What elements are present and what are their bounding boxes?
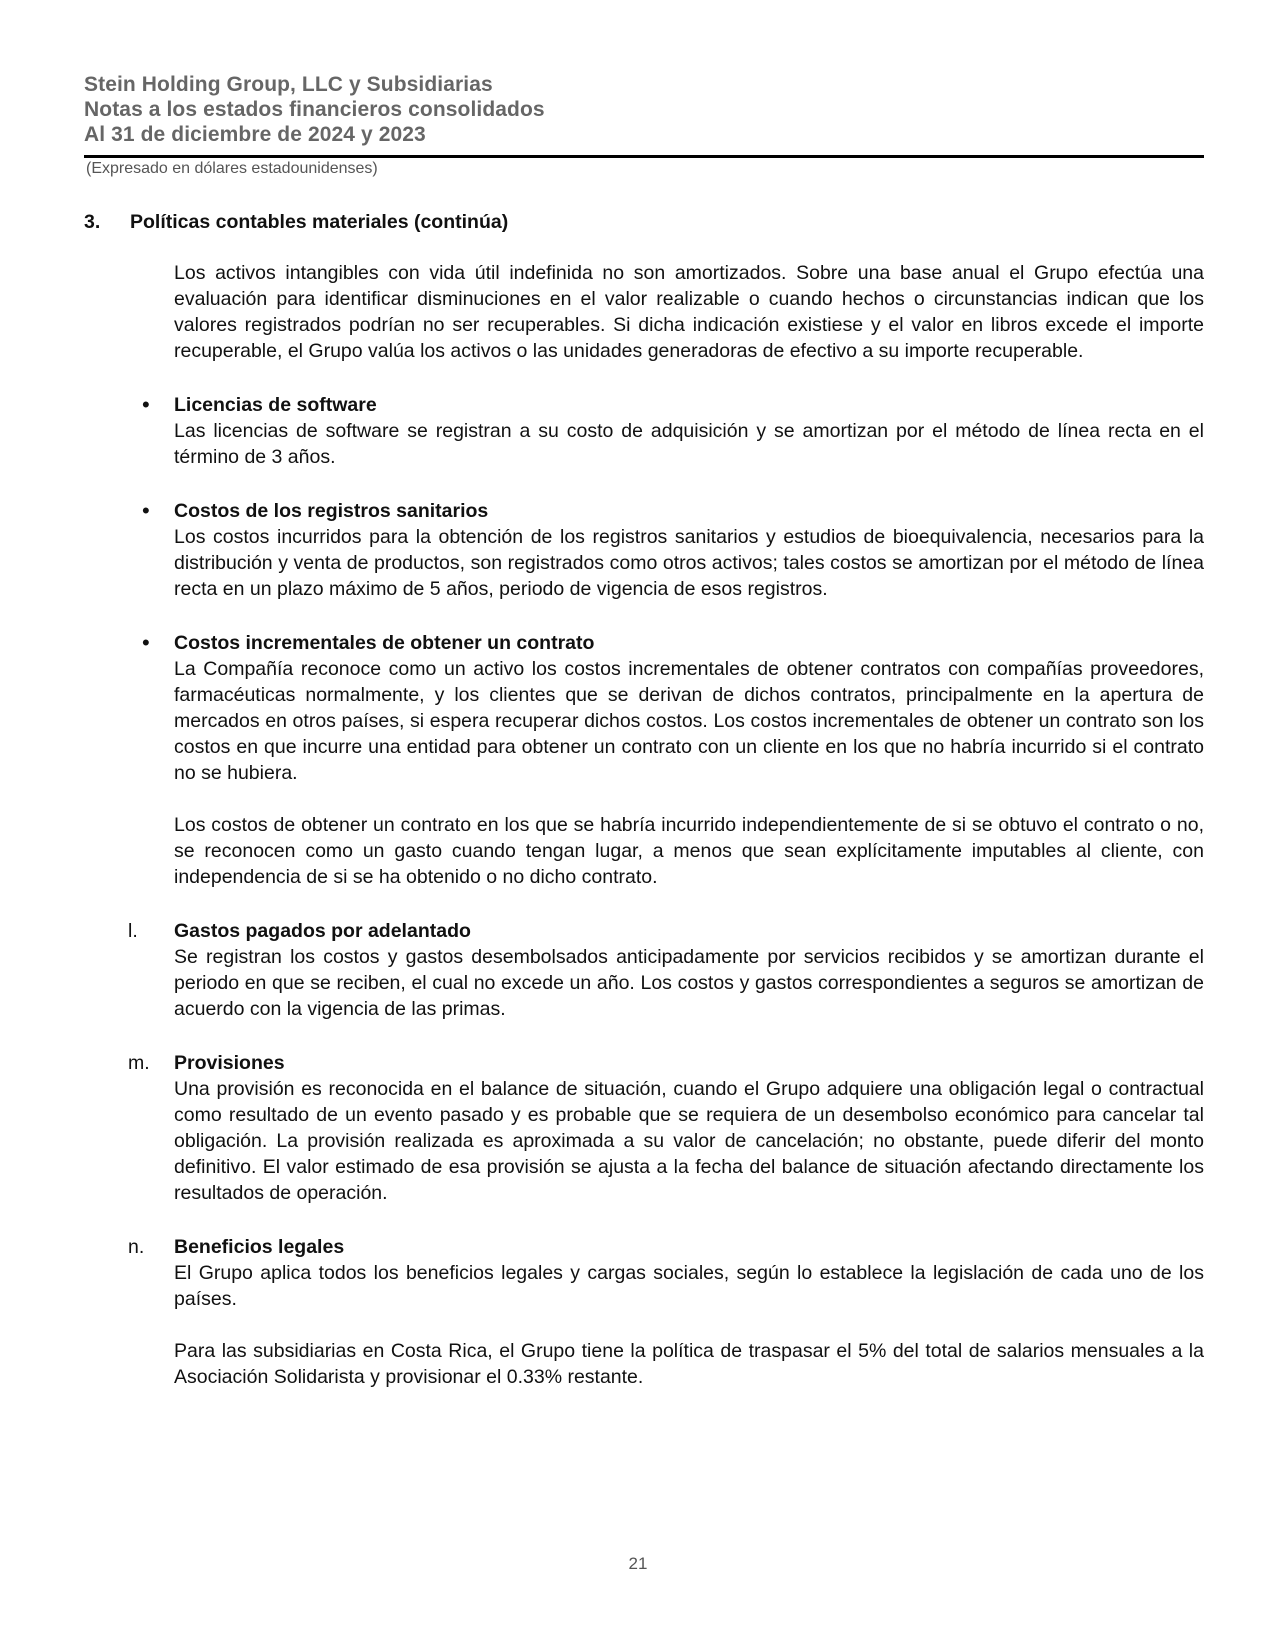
page-number: 21 [628,1554,648,1573]
item-provisions [128,1050,1204,1206]
section-heading [84,210,508,234]
item-letter: l. [128,920,138,942]
currency-note: (Expresado en dólares estadounidenses) [86,160,378,177]
bullet-paragraph: Las licencias de software se registran a su costo de adquisición y se amortizan por el método de línea recta en el término de 3 años. [174,420,1204,468]
bullet-paragraph: Los costos de obtener un contrato en los que se habría incurrido independientemente de si se obtuvo el contrato o no, se reconocen como un gasto cuando tengan lugar, a menos que sean explícitamente imputables al cliente, con independencia de si se ha obtenido o no dicho contrato. [174,814,1204,888]
document-title: Notas a los estados financieros consolidados [84,98,545,121]
company-name: Stein Holding Group, LLC y Subsidiarias [84,73,493,96]
bullet-title: Costos de los registros sanitarios [174,500,489,522]
bullet-icon: • [142,630,150,655]
item-title: Gastos pagados por adelantado [174,920,471,942]
item-paragraph: Una provisión es reconocida en el balance de situación, cuando el Grupo adquiere una obligación legal o contractual como resultado de un evento pasado y es probable que se requiera de un desembolso económico para cancelar tal obligación. La provisión realizada es aproximada a su valor de cancelación; no obstante, puede diferir del monto definitivo. El valor estimado de esa provisión se ajusta a la fecha del balance de situación afectando directamente los resultados de operación. [174,1078,1204,1204]
document-header [84,72,1204,147]
bullet-title: Licencias de software [174,394,377,416]
section-number: 3. [84,211,101,233]
reporting-period: Al 31 de diciembre de 2024 y 2023 [84,123,426,146]
bullet-icon: • [142,498,150,523]
bullet-contract-costs [142,630,1204,890]
intro-paragraph: Los activos intangibles con vida útil indefinida no son amortizados. Sobre una base anual el Grupo efectúa una evaluación para identificar disminuciones en el valor realizable o cuando hechos o circunstancias indican que los valores registrados podrían no ser recuperables. Si dicha indicación existiese y el valor en libros excede el importe recuperable, el Grupo valúa los activos o las unidades generadoras de efectivo a su importe recuperable. [174,262,1204,362]
item-paragraph: El Grupo aplica todos los beneficios legales y cargas sociales, según lo establece la legislación de cada uno de los países. [174,1262,1204,1310]
item-title: Beneficios legales [174,1236,345,1258]
bullet-paragraph: Los costos incurridos para la obtención de los registros sanitarios y estudios de bioequivalencia, necesarios para la distribución y venta de productos, son registrados como otros activos; tales costos se amortizan por el método de línea recta en un plazo máximo de 5 años, periodo de vigencia de esos registros. [174,526,1204,600]
item-title: Provisiones [174,1052,285,1074]
section-title: Políticas contables materiales (continúa) [130,211,509,233]
bullet-software-licenses [142,392,1204,470]
bullet-icon: • [142,392,150,417]
item-paragraph: Para las subsidiarias en Costa Rica, el Grupo tiene la política de traspasar el 5% del total de salarios mensuales a la Asociación Solidarista y provisionar el 0.33% restante. [174,1340,1204,1388]
bullet-title: Costos incrementales de obtener un contrato [174,632,595,654]
item-paragraph: Se registran los costos y gastos desembolsados anticipadamente por servicios recibidos y se amortizan durante el periodo en que se reciben, el cual no excede un año. Los costos y gastos correspondientes a seguros se amortizan de acuerdo con la vigencia de las primas. [174,946,1204,1020]
section-content [128,260,1204,1390]
item-legal-benefits [128,1234,1204,1390]
bullet-sanitary-registrations [142,498,1204,602]
header-rule [84,155,1204,158]
bullet-paragraph: La Compañía reconoce como un activo los costos incrementales de obtener contratos con compañías proveedores, farmacéuticas normalmente, y los clientes que se derivan de dichos contratos, principalmente en la apertura de mercados en otros países, si espera recuperar dichos costos. Los costos incrementales de obtener un contrato son los costos en que incurre una entidad para obtener un contrato con un cliente en los que no habría incurrido si el contrato no se hubiera. [174,658,1204,784]
item-letter: m. [128,1052,150,1074]
item-letter: n. [128,1236,145,1258]
item-prepaid-expenses [128,918,1204,1022]
